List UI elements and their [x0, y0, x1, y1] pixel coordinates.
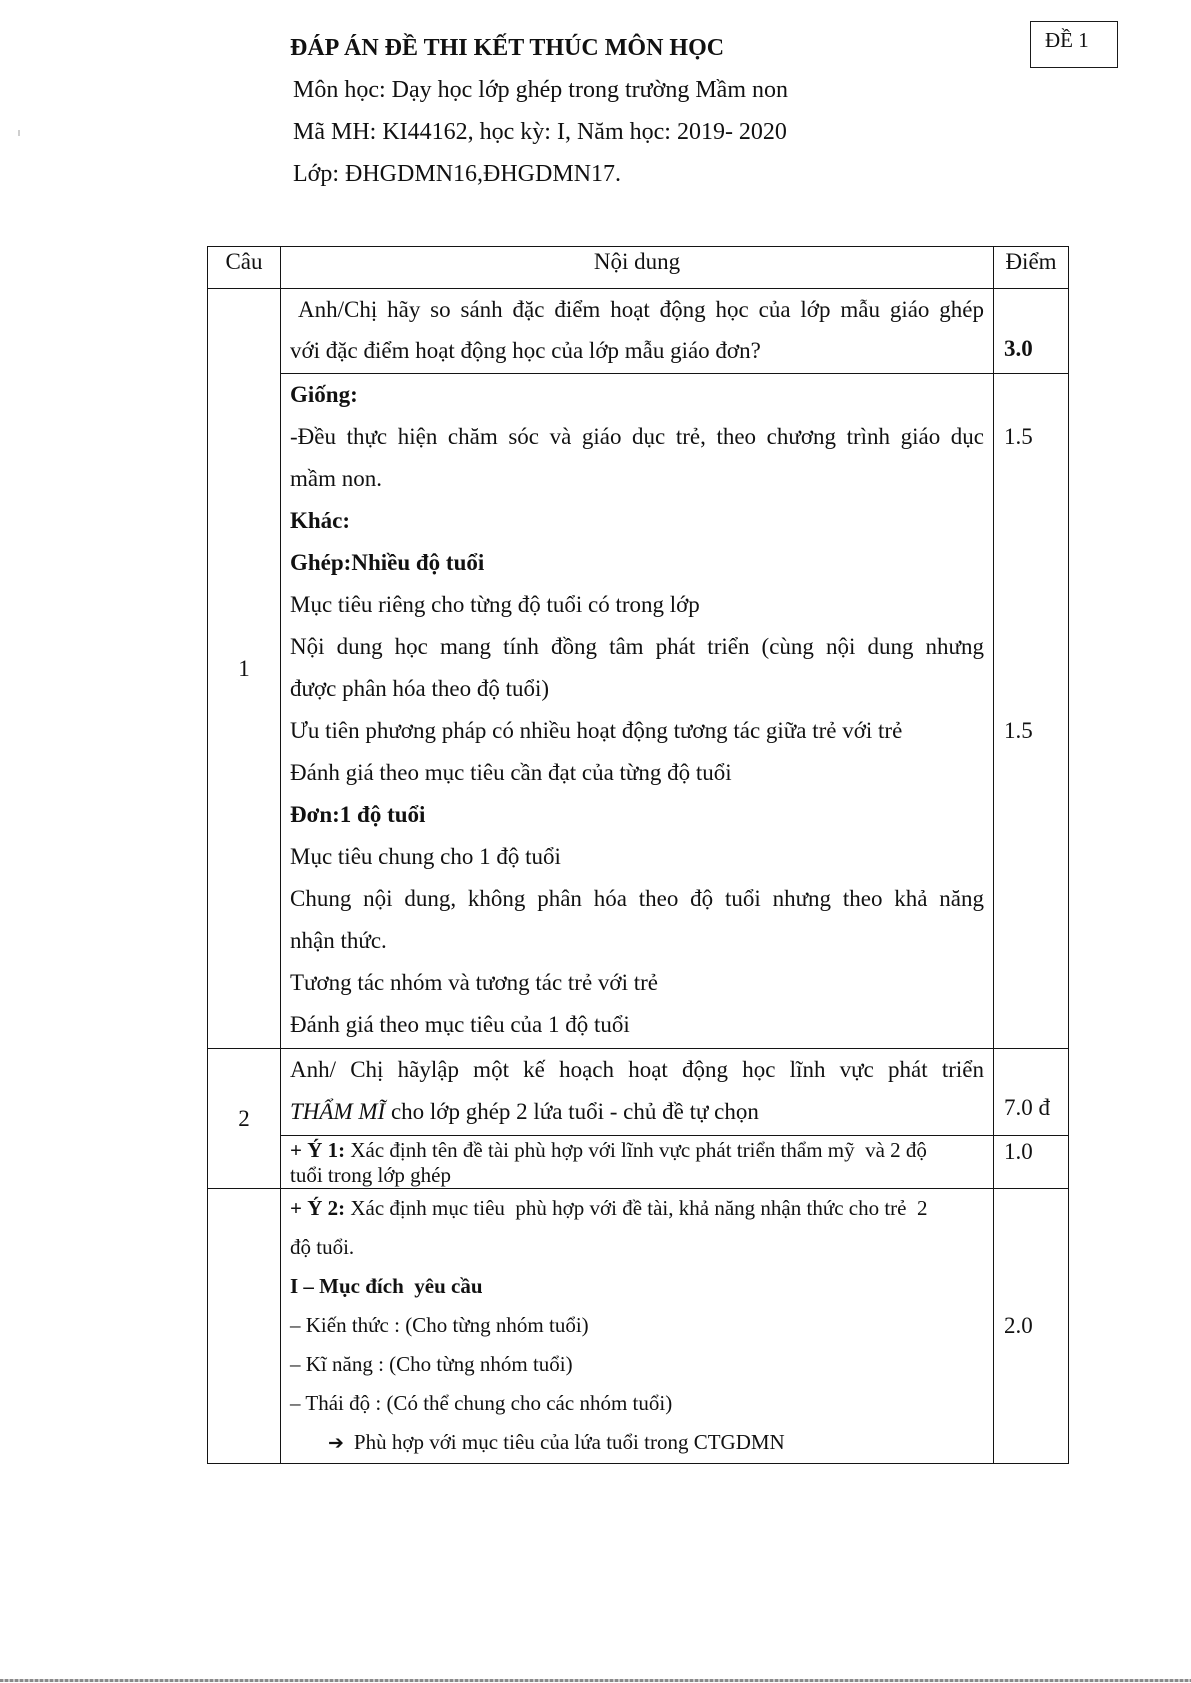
answer-subheading-single: Đơn:1 độ tuổi — [290, 802, 426, 827]
empty-question-cell — [208, 1189, 281, 1464]
answer-line: Mục tiêu riêng cho từng độ tuổi có trong lớp — [290, 592, 700, 617]
answer-subheading-combined: Ghép:Nhiều độ tuổi — [290, 550, 485, 575]
exam-code: ĐỀ 1 — [1045, 28, 1089, 52]
answer-line: Ưu tiên phương pháp có nhiều hoạt động tương tác giữa trẻ với trẻ — [290, 718, 903, 743]
question-1-number: 1 — [208, 289, 281, 1049]
subject-line: Môn học: Dạy học lớp ghép trong trường Mầm non — [293, 77, 788, 103]
column-header-score: Điểm — [994, 247, 1069, 289]
criterion-2-label: + Ý 2: — [290, 1196, 346, 1220]
question-2-number: 2 — [208, 1049, 281, 1189]
table-header-row — [208, 247, 1069, 289]
answer-line: -Đều thực hiện chăm sóc và giáo dục trẻ, theo chương trình giáo dục — [290, 424, 984, 449]
document-title: ĐÁP ÁN ĐỀ THI KẾT THÚC MÔN HỌC — [290, 35, 725, 61]
question-1-answer — [281, 374, 994, 1049]
criterion-1-content — [281, 1136, 994, 1189]
exam-code-box — [1030, 21, 1118, 68]
criterion-2-text: Xác định mục tiêu phù hợp với đề tài, khả năng nhận thức cho trẻ 2 — [345, 1196, 928, 1220]
answer-heading-similar: Giống: — [290, 382, 358, 407]
question-2-prompt-row — [208, 1049, 1069, 1136]
answer-line: Đánh giá theo mục tiêu cần đạt của từng độ tuổi — [290, 760, 732, 785]
document-header — [290, 27, 788, 195]
answer-line: mầm non. — [290, 466, 382, 491]
objective-attitude: – Thái độ : (Có thể chung cho các nhóm tuổi) — [290, 1391, 673, 1415]
question-1-score: 3.0 — [994, 289, 1069, 374]
criterion-1-line: tuổi trong lớp ghép — [290, 1163, 452, 1187]
answer-heading-different: Khác: — [290, 508, 351, 533]
criterion-1-line — [290, 1138, 984, 1163]
criterion-2-line — [290, 1189, 984, 1228]
question-1-prompt — [281, 289, 994, 374]
answer-line: được phân hóa theo độ tuổi) — [290, 676, 550, 701]
objective-skills: – Kĩ năng : (Cho từng nhóm tuổi) — [290, 1352, 573, 1376]
arrow-right-icon — [328, 1424, 344, 1463]
answer-line: Đánh giá theo mục tiêu của 1 độ tuổi — [290, 1012, 630, 1037]
objective-knowledge: – Kiến thức : (Cho từng nhóm tuổi) — [290, 1313, 589, 1337]
question-2-prompt-rest: cho lớp ghép 2 lứa tuổi - chủ đề tự chọn — [385, 1099, 759, 1124]
question-2-emphasis: THẨM MĨ — [290, 1099, 386, 1124]
answer-line: Tương tác nhóm và tương tác trẻ với trẻ — [290, 970, 658, 995]
question-1-answer-scores — [994, 374, 1069, 1049]
criterion-1-row — [208, 1136, 1069, 1189]
answer-line: nhận thức. — [290, 928, 387, 953]
question-2-prompt-line: Anh/ Chị hãylập một kế hoạch hoạt động học lĩnh vực phát triển — [290, 1057, 984, 1082]
column-header-content: Nội dung — [281, 247, 994, 289]
answer-line: Nội dung học mang tính đồng tâm phát triển (cùng nội dung nhưng — [290, 634, 984, 659]
question-1-answer-row — [208, 374, 1069, 1049]
scan-speck — [18, 130, 20, 136]
answer-line: Mục tiêu chung cho 1 độ tuổi — [290, 844, 561, 869]
column-header-question: Câu — [208, 247, 281, 289]
objectives-heading: I – Mục đích yêu cầu — [290, 1274, 483, 1298]
criterion-2-line: độ tuổi. — [290, 1235, 355, 1259]
conclusion-text: Phù hợp với mục tiêu của lứa tuổi trong CTGDMN — [353, 1430, 785, 1454]
class-line: Lớp: ĐHGDMN16,ĐHGDMN17. — [293, 161, 622, 187]
answer-score-column — [1004, 374, 1068, 1046]
answer-line: Chung nội dung, không phân hóa theo độ tuổi nhưng theo khả năng — [290, 886, 984, 911]
answer-score-different: 1.5 — [1004, 718, 1033, 743]
question-1-prompt-row — [208, 289, 1069, 374]
question-2-prompt-line — [290, 1091, 984, 1133]
criterion-1-text: Xác định tên đề tài phù hợp với lĩnh vực phát triển thẩm mỹ và 2 độ — [345, 1138, 927, 1162]
criterion-2-score: 2.0 — [994, 1189, 1069, 1464]
scan-edge-line — [0, 1679, 1191, 1682]
question-1-prompt-line: với đặc điểm hoạt động học của lớp mẫu giáo đơn? — [290, 338, 761, 363]
criterion-2-content — [281, 1189, 994, 1464]
criterion-1-label: + Ý 1: — [290, 1138, 346, 1162]
criterion-2-row — [208, 1189, 1069, 1464]
objective-conclusion — [290, 1423, 984, 1463]
answer-table — [207, 246, 1069, 1464]
answer-score-similar: 1.5 — [1004, 424, 1033, 449]
criterion-1-score: 1.0 — [994, 1136, 1069, 1189]
question-2-prompt — [281, 1049, 994, 1136]
question-2-score: 7.0 đ — [994, 1049, 1069, 1136]
course-info-line: Mã MH: KI44162, học kỳ: I, Năm học: 2019- 2020 — [293, 119, 787, 145]
question-1-prompt-line: Anh/Chị hãy so sánh đặc điểm hoạt động học của lớp mẫu giáo ghép — [298, 297, 984, 322]
